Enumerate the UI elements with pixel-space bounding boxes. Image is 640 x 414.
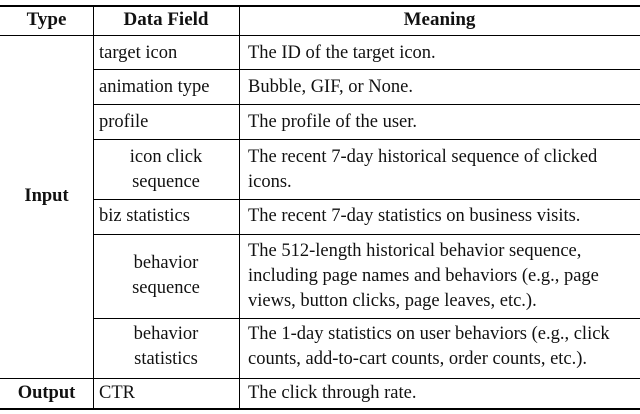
field-icon-click-line1: icon click <box>129 147 203 167</box>
group-divider <box>0 378 640 379</box>
meaning-biz-statistics: The recent 7-day statistics on business visits. <box>248 206 581 226</box>
field-behavior-sequence-line2: sequence <box>132 278 200 298</box>
group-label-input: Input <box>24 186 69 206</box>
header-rule <box>0 35 640 36</box>
row-divider <box>93 69 640 70</box>
header-type: Type <box>26 9 67 30</box>
meaning-ctr: The click through rate. <box>248 383 417 403</box>
column-divider-field <box>239 5 240 410</box>
row-divider <box>93 318 640 319</box>
meaning-profile: The profile of the user. <box>248 112 418 132</box>
meaning-behavior-sequence-line1: The 512-length historical behavior sequence, <box>248 241 582 261</box>
header-data-field: Data Field <box>123 9 209 30</box>
group-label-output: Output <box>17 383 76 403</box>
field-animation-type: animation type <box>99 77 210 97</box>
meaning-icon-click-line2: icons. <box>248 172 292 192</box>
field-icon-click-line2: sequence <box>132 172 200 192</box>
field-profile: profile <box>99 112 149 132</box>
bottom-rule <box>0 408 640 410</box>
field-behavior-statistics-line2: statistics <box>134 349 198 369</box>
row-divider <box>93 139 640 140</box>
meaning-animation-type: Bubble, GIF, or None. <box>248 77 414 97</box>
field-behavior-sequence-line1: behavior <box>133 253 199 273</box>
meaning-icon-click-line1: The recent 7-day historical sequence of clicked <box>248 147 598 167</box>
meaning-behavior-sequence-line2: including page names and behaviors (e.g., page <box>248 266 599 286</box>
row-divider <box>93 199 640 200</box>
meaning-behavior-sequence-line3: views, button clicks, page leaves, etc.). <box>248 291 537 311</box>
field-behavior-statistics-line1: behavior <box>133 324 199 344</box>
meaning-target-icon: The ID of the target icon. <box>248 43 436 63</box>
row-divider <box>93 104 640 105</box>
row-divider <box>93 234 640 235</box>
meaning-behavior-statistics-line2: counts, add-to-cart counts, order counts, etc.). <box>248 349 588 369</box>
field-biz-statistics: biz statistics <box>99 206 190 226</box>
field-ctr: CTR <box>99 383 135 403</box>
header-meaning: Meaning <box>403 9 476 30</box>
meaning-behavior-statistics-line1: The 1-day statistics on user behaviors (e.g., click <box>248 324 610 344</box>
field-target-icon: target icon <box>99 43 178 63</box>
